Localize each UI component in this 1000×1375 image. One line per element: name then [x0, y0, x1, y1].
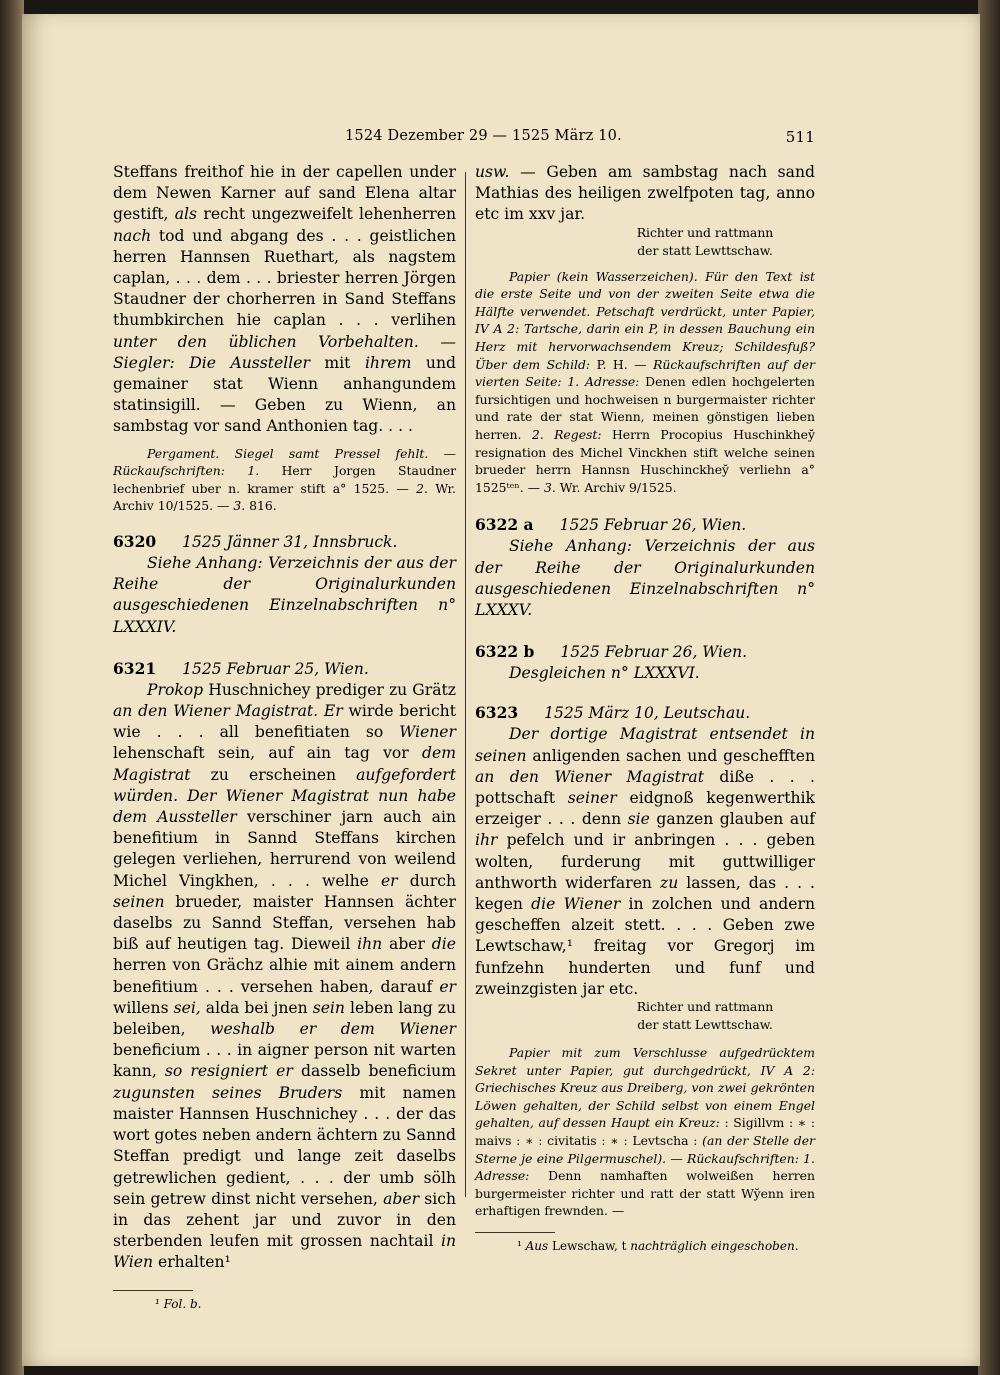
entry-date: 1525 Jänner 31, Innsbruck.	[182, 533, 398, 552]
signature-block	[595, 998, 815, 1034]
entry-heading-6322a	[475, 514, 815, 536]
continuation-paragraph: Steffans freithof hie in der capellen under dem Newen Karner auf sand Elena altar gestift, als recht ungezweifelt lehenherren nach tod und abgang des . . . geistlichen herren Hannsen Ruethart, als nagstem caplan, . . . dem . . . briester herren Jörgen Staudner der chorherren in Sand Steffans thumbkirchen hie caplan . . . verlihen unter den üblichen Vorbehalten. — Siegler: Die Aussteller mit ihrem und gemainer stat Wienn anhangundem statinsigill. — Geben zu Wienn, an sambstag vor sand Anthonien tag. . . .	[113, 163, 456, 436]
entry-heading-6323	[475, 702, 815, 724]
book-binding	[0, 0, 24, 1375]
signature-line: der statt Lewttschaw.	[637, 242, 773, 258]
page-number: 511	[785, 128, 815, 146]
entry-number: 6322 b	[475, 642, 535, 662]
entry-date: 1525 Februar 26, Wien.	[559, 516, 747, 535]
running-header	[345, 128, 815, 144]
footnote: ¹ Aus Lewschaw, t nachträglich eingeschoben.	[517, 1238, 799, 1253]
signature-line: der statt Lewttschaw.	[637, 1016, 773, 1032]
entry-text-6321: Prokop Huschnichey prediger zu Grätz an den Wiener Magistrat. Er wirde bericht wie . . . all benefitiaten so Wiener lehenschaft sein, auf ain tag vor dem Magistrat zu erscheinen aufgefordert würden. Der Wiener Magistrat nun habe dem Aussteller verschiner jarn auch ain benefitium in Sannd Steffans kirchen gelegen verliehen, herrurend von weilend Michel Vingkhen, . . . welhe er durch seinen brueder, maister Hannsen ächter daselbs zu Sannd Steffan, versehen hab biß auf heutigen tag. Dieweil ihn aber die herren von Grächz alhie mit ainem andern benefitium . . . versehen haben, darauf er willens sei, alda bei jnen sein leben lang zu beleiben, weshalb er dem Wiener beneficium . . . in aigner person nit warten kann, so resigniert er dasselb beneficium zugunsten seines Bruders mit namen maister Hannsen Huschnichey . . . der das wort gotes neben andern ächtern zu Sannd Steffan predigt und lange zeit daselbs getrewlichen gedient, . . . der umb sölh sein getrew dinst nicht versehen, aber sich in das zehent jar und zuvor in den sterbenden leufen mit grossen nachtail in Wien erhalten¹	[113, 680, 457, 1272]
left-column	[113, 162, 456, 1311]
signature-line: Richter und rattmann	[636, 998, 774, 1014]
entry-number: 6321	[113, 658, 157, 678]
right-column	[475, 162, 815, 1253]
entry-heading-6320	[113, 531, 456, 553]
entry-date: 1525 Februar 26, Wien.	[560, 643, 747, 662]
entry-text-6322b: Desgleichen n° LXXXVI.	[509, 664, 700, 683]
column-divider	[465, 172, 466, 1197]
entry-date: 1525 März 10, Leutschau.	[544, 704, 751, 723]
footnote: ¹ Fol. b.	[155, 1296, 202, 1311]
signature-line: Richter und rattmann	[636, 224, 774, 240]
archival-note: Papier mit zum Verschlusse aufgedrücktem Sekret unter Papier, gut durchgedrückt, IV A 2: Griechisches Kreuz aus Dreiberg, von zwei gekrönten Löwen gehalten, der Schild selbst von einem Engel gehalten, auf dessen Haupt ein Kreuz: : Sigillvm : ∗ : maivs : ∗ : civitatis : ∗ : Levtscha : (an der Stelle der Sterne je eine Pilgermuschel). — Rückaufschriften: 1. Adresse: Denn namhaften wolweißen herren burgermeister richter und ratt der statt Wy̆enn iren erhaftigen frewnden. —	[475, 1044, 815, 1219]
footnote-rule	[113, 1290, 193, 1291]
entry-date: 1525 Februar 25, Wien.	[182, 659, 369, 678]
entry-number: 6323	[475, 703, 519, 723]
continuation-paragraph: usw. — Geben am sambstag nach sand Mathias des heiligen zwelfpoten tag, anno etc im xxv jar.	[475, 163, 815, 224]
running-title: 1524 Dezember 29 — 1525 März 10.	[345, 128, 622, 144]
footnote-rule	[475, 1232, 555, 1233]
entry-text-6320: Siehe Anhang: Verzeichnis der aus der Reihe der Originalurkunden ausgeschiedenen Einzelnabschriften n° LXXXIV.	[113, 554, 456, 636]
entry-heading-6321	[113, 658, 456, 680]
entry-number: 6322 a	[475, 515, 534, 535]
archival-note: Papier (kein Wasserzeichen). Für den Text ist die erste Seite und von der zweiten Seite etwa die Hälfte verwendet. Petschaft verdrückt, unter Papier, IV A 2: Tartsche, darin ein P, in dessen Bauchung ein Herz mit hervorwachsendem Kreuz; Schildesfuß? Über dem Schild: P. H. — Rückaufschriften auf der vierten Seite: 1. Adresse: Denen edlen hochgelerten fursichtigen und hochweisen n burgermaister richter und rate der stat Wienn, meinen gönstigen lieben herren. 2. Regest: Herrn Procopius Huschinkhey̆ resignation des Michel Vinckhen stift welche seinen brueder herrn Hannsn Huschinckhey̆ verliehn a° 1525ᵗᵉⁿ. — 3. Wr. Archiv 9/1525.	[475, 268, 815, 495]
archival-note: Pergament. Siegel samt Pressel fehlt. — Rückaufschriften: 1. Herr Jorgen Staudner lechenbrief uber n. kramer stift a° 1525. — 2. Wr. Archiv 10/1525. — 3. 816.	[113, 445, 456, 514]
entry-heading-6322b	[475, 641, 815, 663]
entry-number: 6320	[113, 532, 157, 552]
book-edge	[978, 0, 1000, 1375]
signature-block	[595, 224, 815, 260]
entry-text-6323: Der dortige Magistrat entsendet in seinen anligenden sachen und geschefften an den Wiener Magistrat diße . . . pottschaft seiner eidgnoß kegenwerthik erzeiger . . . denn sie ganzen glauben auf ihr pefelch und ir anbringen . . . geben wolten, furderung mit guttwilliger anthworth widerfaren zu lassen, das . . . kegen die Wiener in zolchen und andern gescheffen alzeit stett. . . . Geben zwe Lewtschaw,¹ freitag vor Gregorj im funfzehn hunderten und funf und zweinzgisten jar etc.	[475, 725, 816, 998]
entry-text-6322a: Siehe Anhang: Verzeichnis der aus der Reihe der Originalurkunden ausgeschiedenen Einzelnabschriften n° LXXXV.	[475, 537, 815, 619]
